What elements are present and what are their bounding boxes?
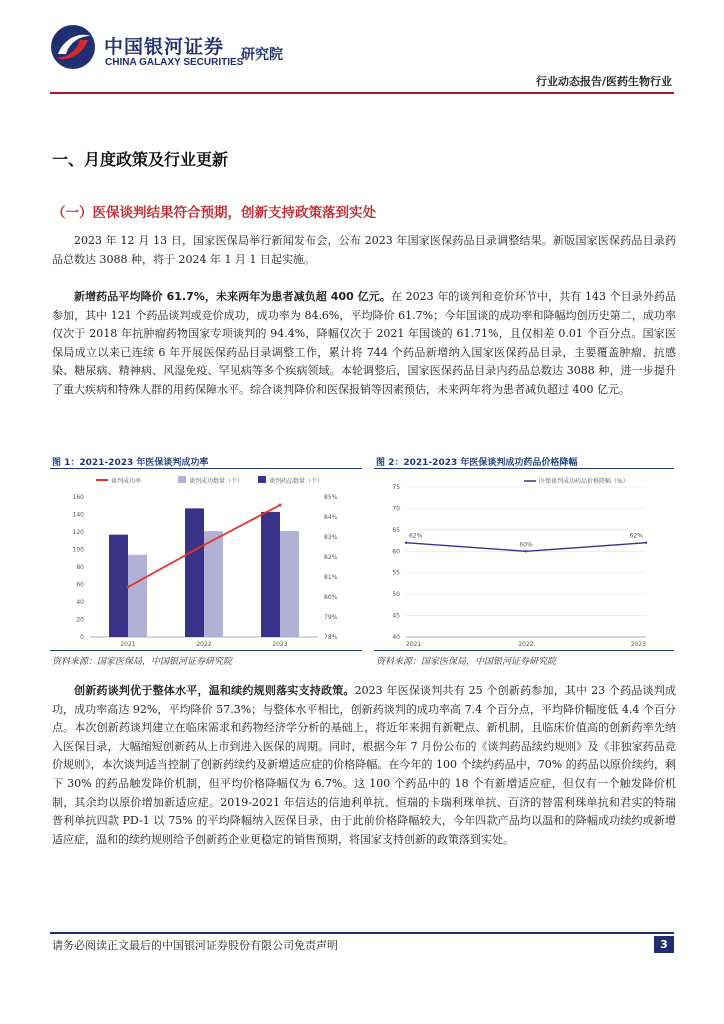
paragraph-body: 在 2023 年的谈判和竞价环节中，共有 143 个目录外药品参加，其中 121 个药品谈判或竞价成功，成功率为 84.6%，平均降价 61.7%；今年国谈的成功率和降幅均创历史第二，成功率仅次于 2018 年抗肿瘤药物国家专项谈判的 94.4%，降幅仅次于 2021 年国谈的 61.71%，且仅相差 0.01 个百分点。国家医保局成立以来已连续 6 年开展医保药品目录调整工作，累计将 744 个药品新增纳入国家医保药品目录，主要覆盖肿瘤、抗感染、糖尿病、精神病、风湿免疫、罕见病等多个疾病领域。本轮调整后，国家医保药品目录内药品总数达 3088 种，进一步提升了重大疾病和特殊人群的用药保障水平。综合谈判降价和医保报销等因素预估，未来两年将为患者减负超过 400 亿元。 [52, 290, 676, 396]
figure2-source: 资料来源：国家医保局，中国银河证券研究院 [376, 657, 557, 667]
bar-success-count [204, 531, 223, 637]
y-left-tick-label: 0 [80, 634, 84, 641]
legend-label-drug-count: 谈判药品数量（个） [269, 478, 324, 485]
footer-disclaimer: 请务必阅读正文最后的中国银河证券股份有限公司免责声明 [52, 939, 338, 952]
x-tick-label: 2023 [272, 641, 288, 648]
success-rate-point [127, 586, 130, 589]
data-label: 60% [519, 541, 533, 549]
page-header [0, 0, 724, 100]
figure1-top-rule [50, 468, 362, 469]
logo-chinese-name: 中国银河证券 [104, 36, 225, 58]
y-tick-label: 55 [392, 569, 400, 577]
y-left-tick-label: 80 [76, 564, 84, 571]
price-cut-point [645, 542, 647, 544]
y-left-tick-label: 120 [72, 529, 84, 536]
y-left-tick-label: 40 [76, 599, 84, 606]
legend-swatch-success-count [178, 476, 186, 483]
bar-drug-count [261, 512, 280, 637]
legend-swatch-drug-count [258, 476, 266, 483]
figure2-title: 图 2：2021-2023 年医保谈判成功药品价格降幅 [376, 458, 578, 468]
y-tick-label: 40 [392, 634, 400, 641]
y-tick-label: 75 [392, 484, 400, 491]
figure1-title: 图 1：2021-2023 年医保谈判成功率 [52, 458, 209, 468]
y-tick-label: 65 [392, 526, 400, 534]
legend-label-success-count: 谈判成功数量（个） [189, 478, 244, 485]
legend-label-success-rate: 谈判成功率 [111, 478, 142, 485]
y-left-tick-label: 160 [72, 494, 84, 501]
subsection-title: （一）医保谈判结果符合预期，创新支持政策落到实处 [52, 205, 376, 221]
y-right-tick-label: 84% [324, 514, 338, 521]
x-tick-label: 2021 [406, 641, 422, 648]
bar-drug-count [109, 535, 128, 637]
page-number: 3 [654, 936, 674, 953]
paragraph-lead: 创新药谈判优于整体水平，温和续约规则落实支持政策。 [74, 684, 355, 697]
success-rate-point [279, 504, 282, 507]
legend-label-price-cut: 医保谈判成功药品价格降幅（%） [539, 478, 629, 485]
figure2-chart [374, 470, 674, 648]
y-right-tick-label: 83% [324, 534, 338, 541]
y-right-tick-label: 78% [324, 634, 338, 641]
x-tick-label: 2022 [196, 641, 212, 648]
bar-success-count [128, 555, 147, 637]
paragraph-new-drugs [52, 288, 676, 400]
y-right-tick-label: 82% [324, 554, 338, 561]
x-tick-label: 2022 [518, 641, 534, 648]
figure1-source: 资料来源：国家医保局，中国银河证券研究院 [52, 657, 233, 667]
x-tick-label: 2021 [120, 641, 136, 648]
price-cut-point [405, 542, 407, 544]
x-tick-label: 2023 [630, 641, 646, 648]
figure2-top-rule [374, 468, 674, 469]
y-right-tick-label: 79% [324, 614, 338, 621]
paragraph-innovative-drugs [52, 682, 676, 849]
y-left-tick-label: 100 [72, 546, 84, 554]
y-left-tick-label: 60 [76, 581, 84, 589]
logo-english-name: CHINA GALAXY SECURITIES [105, 57, 244, 68]
figure1-chart [50, 470, 362, 648]
institute-label: 研究院 [241, 47, 283, 63]
report-type: 行业动态报告/医药生物行业 [535, 75, 672, 88]
bar-drug-count [185, 508, 204, 637]
y-right-tick-label: 81% [324, 574, 338, 581]
footer-divider [50, 932, 674, 934]
success-rate-point [203, 544, 206, 547]
galaxy-logo-icon [50, 24, 96, 70]
figure2-bottom-rule [374, 650, 674, 651]
y-left-tick-label: 140 [72, 511, 84, 519]
y-right-tick-label: 85% [324, 494, 338, 501]
data-label: 62% [409, 532, 423, 540]
y-tick-label: 45 [392, 612, 400, 620]
y-tick-label: 60 [392, 548, 400, 556]
section-title: 一、月度政策及行业更新 [52, 150, 229, 169]
paragraph-announcement: 2023 年 12 月 13 日，国家医保局举行新闻发布会，公布 2023 年国家医保药品目录调整结果。新版国家医保药品目录药品总数达 3088 种，将于 2024 年 1 月 1 日起实施。 [52, 234, 676, 266]
y-right-tick-label: 80% [324, 594, 338, 601]
figure1-bottom-rule [50, 650, 362, 651]
y-tick-label: 70 [392, 505, 400, 513]
y-left-tick-label: 20 [76, 616, 84, 624]
price-cut-point [525, 550, 527, 552]
data-label: 62% [629, 532, 643, 540]
paragraph-lead: 新增药品平均降价 61.7%，未来两年为患者减负超 400 亿元。 [74, 290, 391, 303]
header-divider [50, 92, 674, 94]
y-tick-label: 50 [392, 591, 400, 599]
bar-success-count [280, 531, 299, 637]
paragraph-body: 2023 年医保谈判共有 25 个创新药参加，其中 23 个药品谈判成功，成功率高达 92%，平均降价 57.3%；与整体水平相比，创新药谈判的成功率高 7.4 个百分点，平均降价幅度低 4.4 个百分点。本次创新药谈判建立在临床需求和药物经济学分析的基础上，将近年来拥有新靶点、新机制，且临床价值高的创新药率先纳入医保目录，大幅缩短创新药从上市到进入医保的周期。同时，根据今年 7 月份公布的《谈判药品续约规则》及《非独家药品竞价规则》，本次谈判适当控制了创新药续约及新增适应症的价格降幅。在今年的 100 个续约药品中，70% 的药品以原价续约，剩下 30% 的药品触发降价机制，但平均价格降幅仅为 6.7%。这 100 个药品中的 18 个有新增适应症，但仅有一个触发降价机制，其余均以原价增加新适应症。2019-2021 年信达的信迪利单抗、恒瑞的卡瑞利珠单抗、百济的替雷利珠单抗和君实的特瑞普利单抗四款 PD-1 以 75% 的平均降幅纳入医保目录，由于此前价格降幅较大，今年四款产品均以温和的降幅成功续约或新增适应症，温和的续约规则给予创新药企业更稳定的销售预期，将国家支持创新的政策落到实处。 [52, 684, 676, 846]
